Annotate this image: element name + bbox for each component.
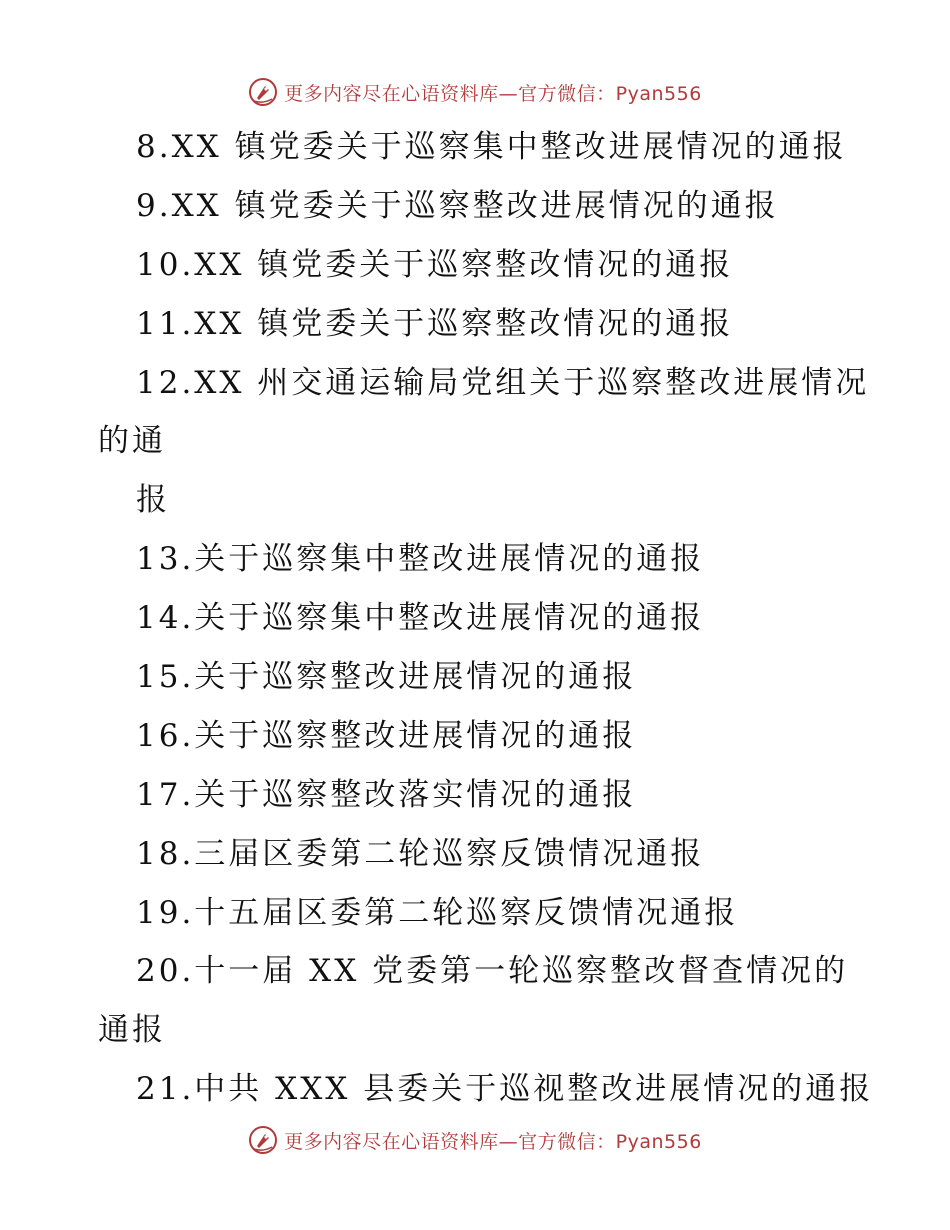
list-item-continuation: 的通: [98, 423, 166, 460]
list-item: 12.XX 州交通运输局党组关于巡察整改进展情况: [136, 364, 870, 401]
pen-nib-logo-icon: [248, 77, 278, 107]
document-body: [98, 118, 874, 1119]
list-item: 20.十一届 XX 党委第一轮巡察整改督查情况的: [136, 953, 849, 990]
header-watermark-banner: [0, 72, 950, 112]
list-item: 11.XX 镇党委关于巡察整改情况的通报: [136, 305, 734, 342]
footer-watermark-banner: [0, 1120, 950, 1160]
list-item: 18.三届区委第二轮巡察反馈情况通报: [136, 835, 705, 872]
list-item: 9.XX 镇党委关于巡察整改进展情况的通报: [136, 187, 779, 224]
list-item: 19.十五届区委第二轮巡察反馈情况通报: [136, 894, 739, 931]
list-item: 21.中共 XXX 县委关于巡视整改进展情况的通报: [136, 1071, 874, 1108]
list-item: 8.XX 镇党委关于巡察集中整改进展情况的通报: [136, 129, 847, 165]
list-item: 13.关于巡察集中整改进展情况的通报: [136, 541, 705, 578]
header-banner-text: 更多内容尽在心语资料库—官方微信：Pyan556: [284, 82, 702, 105]
list-item: 10.XX 镇党委关于巡察整改情况的通报: [136, 246, 734, 283]
footer-banner-text: 更多内容尽在心语资料库—官方微信：Pyan556: [284, 1130, 702, 1153]
list-item-continuation: 通报: [98, 1012, 166, 1049]
list-item: 16.关于巡察整改进展情况的通报: [136, 717, 637, 754]
list-item: 17.关于巡察整改落实情况的通报: [136, 776, 637, 813]
pen-nib-logo-icon: [248, 1125, 278, 1155]
list-item-continuation: 报: [136, 482, 170, 519]
list-item: 15.关于巡察整改进展情况的通报: [136, 659, 637, 696]
list-item: 14.关于巡察集中整改进展情况的通报: [136, 600, 705, 637]
